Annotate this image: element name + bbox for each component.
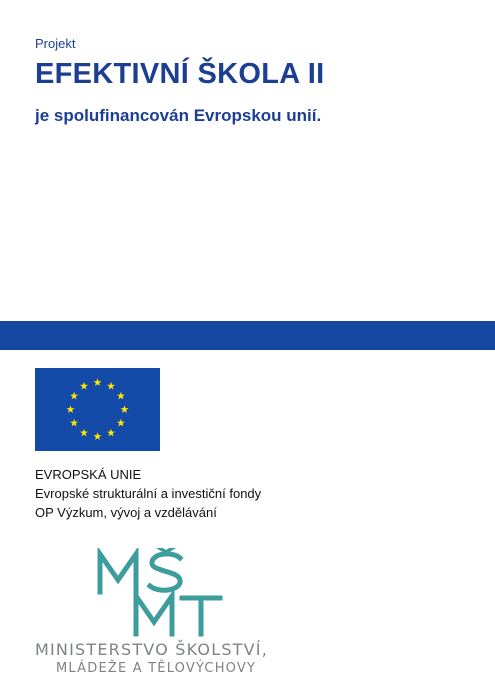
blue-divider-band — [0, 321, 495, 350]
eu-programme: OP Výzkum, vývoj a vzdělávání — [35, 505, 217, 520]
eu-funding-text — [35, 465, 261, 522]
eu-flag-icon — [35, 368, 160, 451]
project-title: EFEKTIVNÍ ŠKOLA II — [35, 58, 325, 90]
project-label: Projekt — [35, 36, 76, 51]
msmt-logo-icon — [96, 548, 226, 638]
eu-name: EVROPSKÁ UNIE — [35, 467, 142, 482]
ministry-name — [35, 640, 268, 676]
project-subtitle: je spolufinancován Evropskou unií. — [35, 106, 322, 125]
ministry-line-2: MLÁDEŽE A TĚLOVÝCHOVY — [56, 661, 257, 676]
eu-funds: Evropské strukturální a investiční fondy — [35, 486, 262, 501]
ministry-line-1: MINISTERSTVO ŠKOLSTVÍ, — [35, 640, 269, 659]
